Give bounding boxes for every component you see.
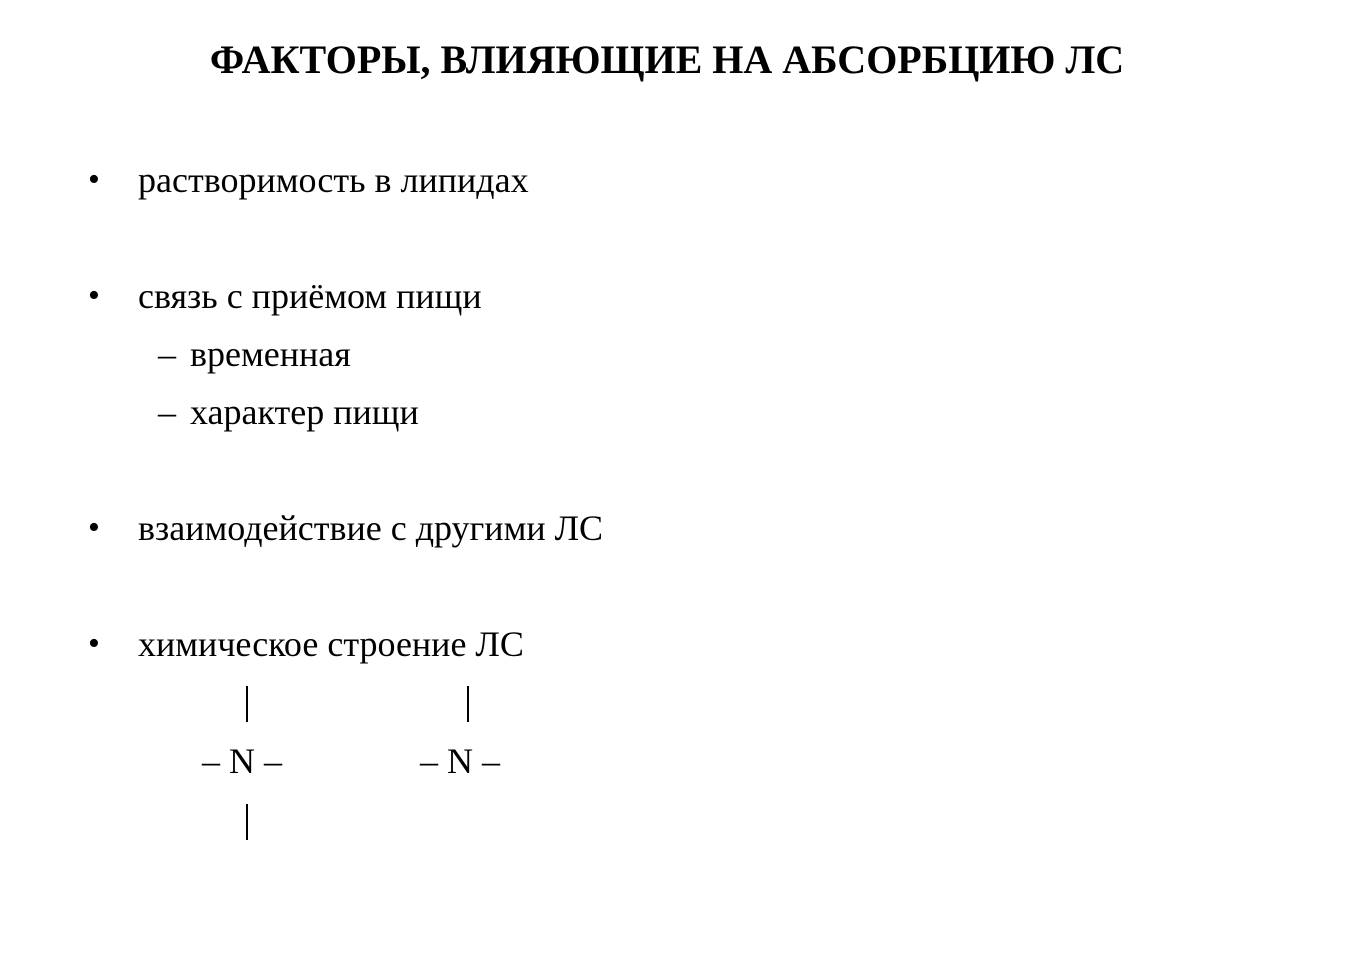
bullet-text-food-intake: связь с приёмом пищи <box>138 276 482 316</box>
sub-item-text-food-type: характер пищи <box>190 392 419 432</box>
bullet-text-lipid-solubility: растворимость в липидах <box>138 160 529 200</box>
bond-line-top <box>246 686 248 722</box>
bullet-icon: • <box>88 509 100 546</box>
bond-line-top <box>467 686 469 722</box>
bullet-text-chemical-structure: химическое строение ЛС <box>138 624 524 664</box>
bullet-icon: • <box>88 625 100 662</box>
sub-item-text-timing: временная <box>190 334 351 374</box>
dash-icon: – <box>158 392 176 432</box>
dash-icon: – <box>158 334 176 374</box>
bullet-text-drug-interaction: взаимодействие с другими ЛС <box>138 508 604 548</box>
slide-title: ФАКТОРЫ, ВЛИЯЮЩИЕ НА АБСОРБЦИЮ ЛС <box>209 37 1125 82</box>
nitrogen-structure-1: – N – <box>202 741 282 781</box>
bullet-icon: • <box>88 161 100 198</box>
bullet-icon: • <box>88 277 100 314</box>
bond-line-bottom <box>246 804 248 840</box>
nitrogen-structure-2: – N – <box>420 741 500 781</box>
